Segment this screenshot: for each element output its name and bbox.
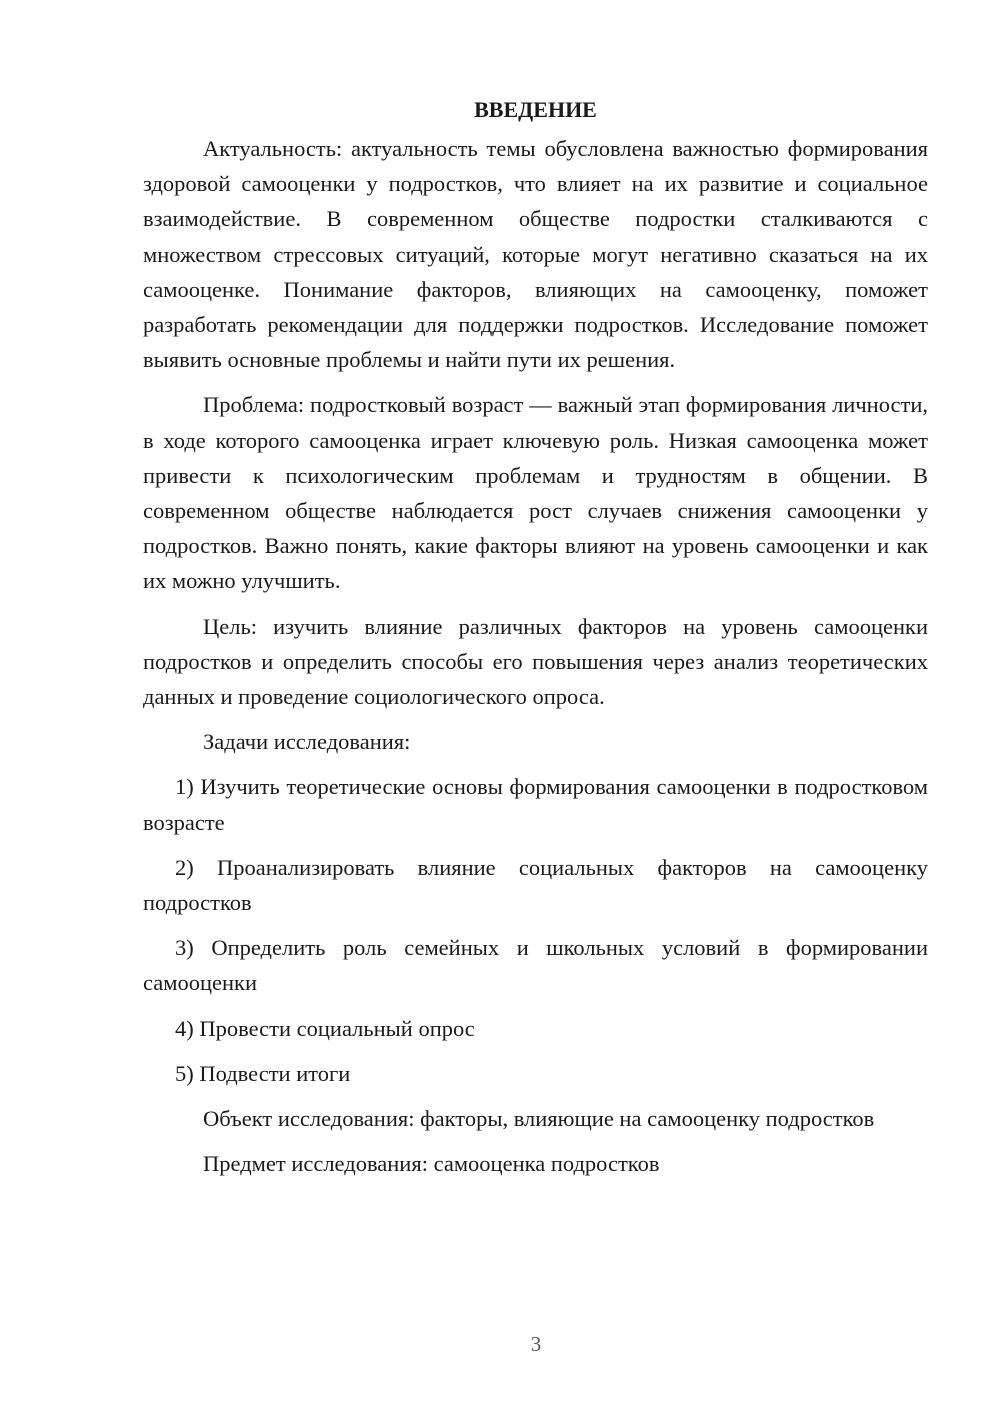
list-item: 4) Провести социальный опрос [175,1015,475,1041]
problem-paragraph: Проблема: подростковый возраст — важный этап формирования личности, в ходе которого самооценка играет ключевую роль. Низкая самооценка может привести к психологическим проблемам и трудностям в общении. В современном обществе наблюдается рост случаев снижения самооценки у подростков. Важно понять, какие факторы влияют на уровень самооценки и как их можно улучшить. [143,392,928,594]
section-heading: ВВЕДЕНИЕ [474,97,597,122]
tasks-title: Задачи исследования: [203,729,411,755]
tasks-list [143,769,928,1091]
subject-paragraph: Предмет исследования: самооценка подростков [203,1151,660,1177]
object-paragraph: Объект исследования: факторы, влияющие на самооценку подростков [203,1106,875,1132]
goal-paragraph: Цель: изучить влияние различных факторов на уровень самооценки подростков и определить способы его повышения через анализ теоретических данных и проведение социологического опроса. [143,613,928,710]
list-item: 5) Подвести итоги [175,1060,351,1086]
page-number: 3 [530,1332,542,1356]
page-content [143,92,928,1191]
list-item: 3) Определить роль семейных и школьных условий в формировании самооценки [143,935,928,996]
relevance-paragraph: Актуальность: актуальность темы обусловлена важностью формирования здоровой самооценки у подростков, что влияет на их развитие и социальное взаимодействие. В современном обществе подростки сталкиваются с множеством стрессовых ситуаций, которые могут негативно сказаться на их самооценке. Понимание факторов, влияющих на самооценку, поможет разработать рекомендации для поддержки подростков. Исследование поможет выявить основные проблемы и найти пути их решения. [143,136,928,373]
list-item: 2) Проанализировать влияние социальных факторов на самооценку подростков [143,854,928,916]
list-item: 1) Изучить теоретические основы формирования самооценки в подростковом возрасте [143,774,928,835]
